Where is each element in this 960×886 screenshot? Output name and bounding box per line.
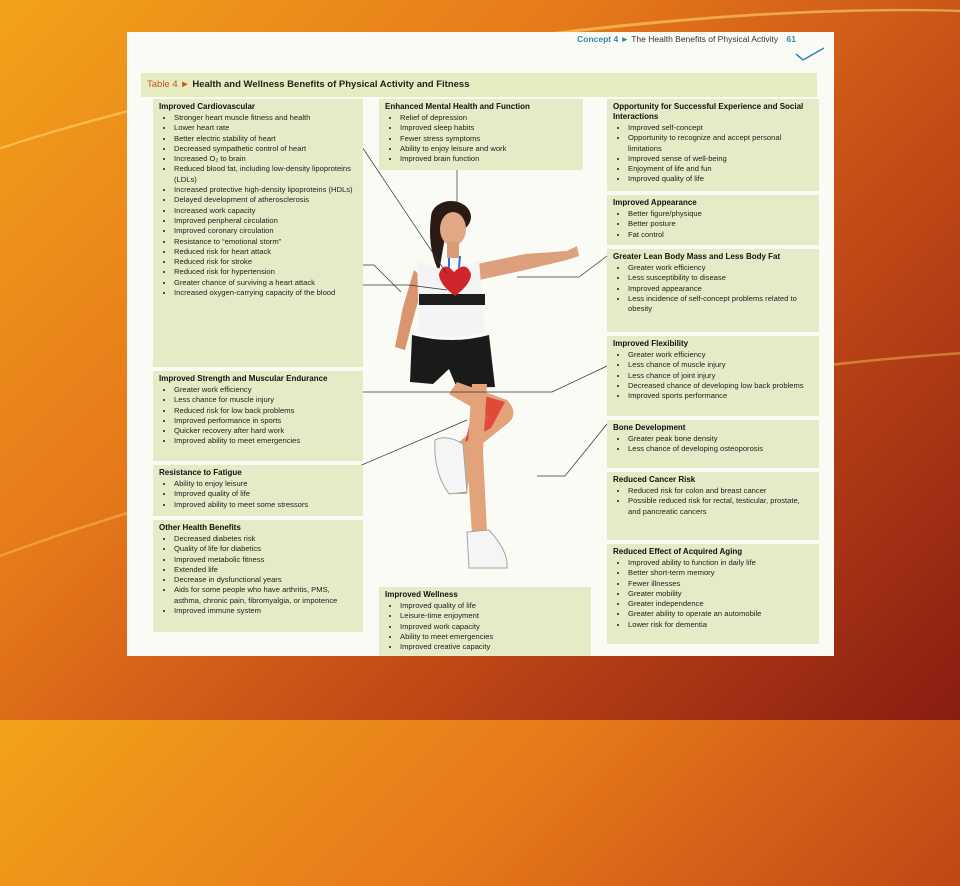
list-item: • Relief of depression <box>400 113 577 123</box>
section-improved-wellness <box>379 587 591 656</box>
section-title: Improved Wellness <box>385 590 458 599</box>
benefit-list <box>613 350 813 401</box>
list-item: • Lower heart rate <box>174 123 357 133</box>
list-item: • Greater chance of surviving a heart attack <box>174 278 357 288</box>
benefit-list <box>385 113 577 164</box>
list-item: • Possible reduced risk for rectal, testicular, prostate, and pancreatic cancers <box>628 496 813 517</box>
list-item: • Opportunity to recognize and accept personal limitations <box>628 133 813 154</box>
list-item: • Less chance of muscle injury <box>628 360 813 370</box>
list-item: • Quality of life for diabetics <box>174 544 357 554</box>
section-enhanced-mental-health <box>379 99 583 170</box>
section-improved-cardiovascular <box>153 99 363 367</box>
list-item: • Reduced risk for hypertension <box>174 267 357 277</box>
list-item: • Resistance to “emotional storm” <box>174 237 357 247</box>
list-item: • Improved appearance <box>628 284 813 294</box>
list-item: • Improved ability to function in daily life <box>628 558 813 568</box>
list-item: • Improved brain function <box>400 154 577 164</box>
section-title: Reduced Cancer Risk <box>613 475 696 484</box>
list-item: • Better electric stability of heart <box>174 134 357 144</box>
section-social-interactions <box>607 99 819 191</box>
list-item: • Extended life <box>174 565 357 575</box>
list-item: • Less incidence of self-concept problems related to obesity <box>628 294 813 315</box>
section-title: Improved Cardiovascular <box>159 102 256 111</box>
list-item: • Improved performance in sports <box>174 416 357 426</box>
list-item: • Aids for some people who have arthritis, PMS, asthma, chronic pain, fibromyalgia, or impotence <box>174 585 357 606</box>
list-item: • Enjoyment of life and fun <box>628 164 813 174</box>
runner-standing-leg <box>467 384 487 534</box>
list-item: • Increased oxygen-carrying capacity of the blood <box>174 288 357 298</box>
list-item: • Ability to enjoy leisure and work <box>400 144 577 154</box>
list-item: • Reduced risk for colon and breast cancer <box>628 486 813 496</box>
table-label: Table 4 <box>147 79 178 90</box>
textbook-page <box>127 32 834 656</box>
benefit-list <box>613 486 813 517</box>
list-item: • Decreased sympathetic control of heart <box>174 144 357 154</box>
list-item: • Greater independence <box>628 599 813 609</box>
list-item: • Improved quality of life <box>628 174 813 184</box>
section-title: Other Health Benefits <box>159 523 241 532</box>
list-item: • Improved self-concept <box>628 123 813 133</box>
section-title: Reduced Effect of Acquired Aging <box>613 547 743 556</box>
list-item: • Better posture <box>628 219 813 229</box>
list-item: • Improved work capacity <box>400 622 585 632</box>
list-item: • Increased protective high-density lipoproteins (HDLs) <box>174 185 357 195</box>
benefit-list <box>159 479 357 510</box>
list-item: • Decreased chance of developing low back problems <box>628 381 813 391</box>
list-item: • Reduced risk for stroke <box>174 257 357 267</box>
list-item: • Increased O₂ to brain <box>174 154 357 164</box>
list-item: • Fewer illnesses <box>628 579 813 589</box>
list-item: • Fewer stress symptoms <box>400 134 577 144</box>
list-item: • Greater mobility <box>628 589 813 599</box>
list-item: • Improved coronary circulation <box>174 226 357 236</box>
section-reduced-cancer-risk <box>607 472 819 540</box>
list-item: • Greater work efficiency <box>174 385 357 395</box>
benefit-list <box>159 385 357 447</box>
list-item: • Improved quality of life <box>400 601 585 611</box>
arrow-icon: ► <box>620 34 629 44</box>
benefit-list <box>385 601 585 652</box>
list-item: • Lower risk for dementia <box>628 620 813 630</box>
list-item: • Improved ability to meet emergencies <box>174 436 357 446</box>
chapter-title: The Health Benefits of Physical Activity <box>631 34 779 44</box>
list-item: • Improved ability to meet some stressors <box>174 500 357 510</box>
list-item: • Better figure/physique <box>628 209 813 219</box>
list-item: • Quicker recovery after hard work <box>174 426 357 436</box>
list-item: • Less chance of developing osteoporosis <box>628 444 813 454</box>
page-number: 61 <box>786 34 796 44</box>
list-item: • Improved quality of life <box>174 489 357 499</box>
runner-shorts <box>410 335 495 388</box>
section-improved-flexibility <box>607 336 819 416</box>
concept-label: Concept 4 <box>577 34 619 44</box>
list-item: • Greater work efficiency <box>628 350 813 360</box>
list-item: • Less chance for muscle injury <box>174 395 357 405</box>
list-item: • Delayed development of atherosclerosis <box>174 195 357 205</box>
list-item: • Improved sense of well-being <box>628 154 813 164</box>
arrow-icon: ► <box>180 79 190 90</box>
table-title: Health and Wellness Benefits of Physical Activity and Fitness <box>192 79 470 90</box>
section-title: Improved Appearance <box>613 198 697 207</box>
benefit-list <box>613 209 813 240</box>
list-item: • Greater peak bone density <box>628 434 813 444</box>
section-title: Opportunity for Successful Experience and Social Interactions <box>613 102 804 121</box>
section-title: Improved Strength and Muscular Endurance <box>159 374 328 383</box>
list-item: • Greater ability to operate an automobile <box>628 609 813 619</box>
section-title: Resistance to Fatigue <box>159 468 242 477</box>
list-item: • Improved immune system <box>174 606 357 616</box>
list-item: • Fat control <box>628 230 813 240</box>
runner-top-stripe <box>419 294 485 305</box>
list-item: • Improved peripheral circulation <box>174 216 357 226</box>
section-improved-strength <box>153 371 363 461</box>
list-item: • Better short-term memory <box>628 568 813 578</box>
list-item: • Less chance of joint injury <box>628 371 813 381</box>
section-resistance-to-fatigue <box>153 465 363 516</box>
runner-raised-shoe <box>435 438 467 494</box>
runner-right-arm <box>477 246 579 280</box>
list-item: • Ability to meet emergencies <box>400 632 585 642</box>
benefit-list <box>613 434 813 455</box>
list-item: • Increased work capacity <box>174 206 357 216</box>
section-title: Bone Development <box>613 423 686 432</box>
benefit-list <box>159 113 357 298</box>
list-item: • Stronger heart muscle fitness and health <box>174 113 357 123</box>
list-item: • Improved sports performance <box>628 391 813 401</box>
section-improved-appearance <box>607 195 819 245</box>
section-bone-development <box>607 420 819 468</box>
benefit-list <box>613 123 813 185</box>
list-item: • Reduced risk for heart attack <box>174 247 357 257</box>
benefit-list <box>159 534 357 616</box>
runner-neck <box>447 242 459 258</box>
section-title: Improved Flexibility <box>613 339 689 348</box>
runner-standing-shoe <box>467 530 507 568</box>
benefit-list <box>613 558 813 630</box>
list-item: • Reduced blood fat, including low-density lipoproteins (LDLs) <box>174 164 357 185</box>
section-title: Enhanced Mental Health and Function <box>385 102 530 111</box>
list-item: • Decreased diabetes risk <box>174 534 357 544</box>
list-item: • Improved sleep habits <box>400 123 577 133</box>
list-item: • Decrease in dysfunctional years <box>174 575 357 585</box>
list-item: • Improved creative capacity <box>400 642 585 652</box>
list-item: • Less susceptibility to disease <box>628 273 813 283</box>
list-item: • Ability to enjoy leisure <box>174 479 357 489</box>
list-item: • Greater work efficiency <box>628 263 813 273</box>
benefit-list <box>613 263 813 314</box>
section-other-health-benefits <box>153 520 363 632</box>
list-item: • Reduced risk for low back problems <box>174 406 357 416</box>
runner-face <box>440 212 466 246</box>
section-reduced-acquired-aging <box>607 544 819 644</box>
section-title: Greater Lean Body Mass and Less Body Fat <box>613 252 781 261</box>
list-item: • Improved metabolic fitness <box>174 555 357 565</box>
list-item: • Leisure-time enjoyment <box>400 611 585 621</box>
section-lean-body-mass <box>607 249 819 332</box>
